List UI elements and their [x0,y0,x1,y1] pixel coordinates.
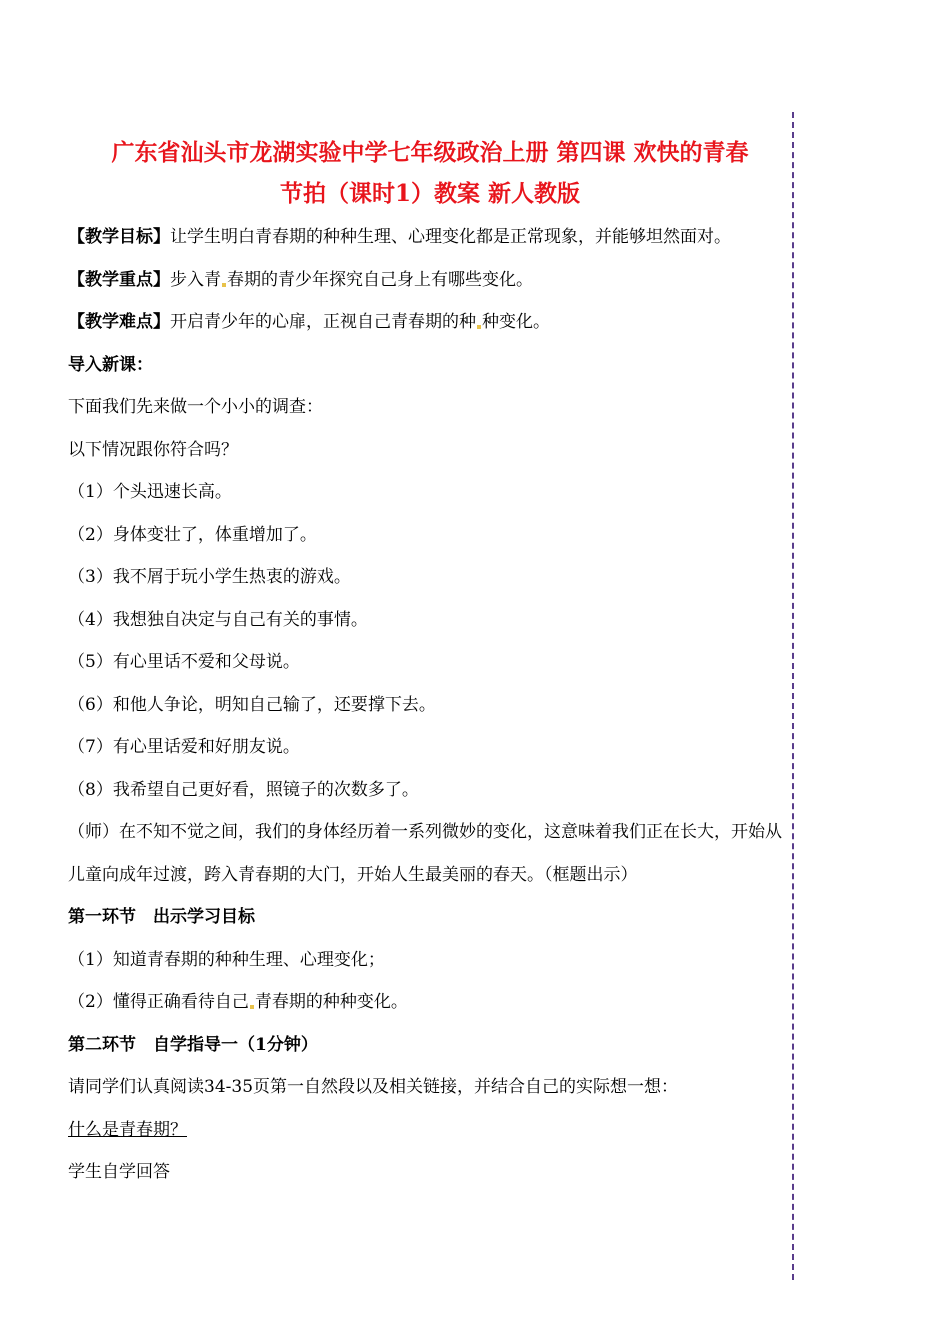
teaching-key-point [68,259,792,302]
survey-item: （2）身体变壮了，体重增加了。 [68,524,317,545]
title-line-1: 广东省汕头市龙湖实验中学七年级政治上册 第四课 欢快的青春 [111,139,749,166]
survey-item: （3）我不屑于玩小学生热衷的游戏。 [68,567,351,587]
teaching-difficulty-text-b: 种变化。 [482,312,550,332]
teaching-difficulty-text-a: 开启青少年的心扉，正视自己青春期的种 [170,312,476,332]
section-2-answer: 学生自学回答 [68,1162,170,1182]
teaching-key-text-a: 步入青 [170,269,221,290]
survey-item: （7）有心里话爱和好朋友说。 [68,737,300,757]
intro-line-1: 下面我们先来做一个小小的调查： [68,397,323,417]
section-1-item-2 [68,981,792,1024]
section-1-heading: 第一环节 出示学习目标 [68,907,255,927]
section-2-question-text: 什么是青春期？ [68,1119,187,1140]
section-1-item-2-text-b: 青春期的种种变化。 [254,992,408,1012]
teaching-difficulty-label: 【教学难点】 [68,312,170,332]
section-1-item-2-text-a: （2）懂得正确看待自己 [68,992,249,1012]
intro-line-2: 以下情况跟你符合吗？ [68,439,238,460]
teacher-remark: （师）在不知不觉之间，我们的身体经历着一系列微妙的变化，这意味着我们正在长大，开始从儿童向成年过渡，跨入青春期的大门，开始人生最美丽的春天。（框题出示） [68,822,782,885]
title-line-2: 节拍（课时1）教案 新人教版 [279,180,580,207]
intro-heading: 导入新课： [68,354,153,375]
teaching-key-text-b: 春期的青少年探究自己身上有哪些变化。 [227,269,533,290]
section-1-item-1: （1）知道青春期的种种生理、心理变化； [68,949,385,970]
survey-item: （8）我希望自己更好看，照镜子的次数多了。 [68,779,419,800]
section-2-heading: 第二环节 自学指导一（1分钟） [68,1034,318,1055]
yellow-dot-mark [250,1005,254,1009]
margin-dashed-line [792,112,794,1280]
teaching-goal [68,216,792,259]
teaching-goal-label: 【教学目标】 [68,227,170,247]
yellow-dot-mark [222,283,226,287]
document-body [68,216,792,1194]
survey-item: （1）个头迅速长高。 [68,482,232,502]
section-2-question [68,1109,792,1152]
section-2-instruction: 请同学们认真阅读34-35页第一自然段以及相关链接，并结合自己的实际想一想： [68,1077,679,1097]
yellow-dot-mark [477,325,481,329]
teaching-key-label: 【教学重点】 [68,269,170,290]
teaching-goal-text: 让学生明白青春期的种种生理、心理变化都是正常现象，并能够坦然面对。 [170,227,731,247]
survey-item: （5）有心里话不爱和父母说。 [68,652,300,672]
survey-item: （4）我想独自决定与自己有关的事情。 [68,609,368,630]
document-title [68,132,792,214]
survey-item: （6）和他人争论，明知自己输了，还要撑下去。 [68,694,436,715]
teaching-difficulty [68,301,792,344]
